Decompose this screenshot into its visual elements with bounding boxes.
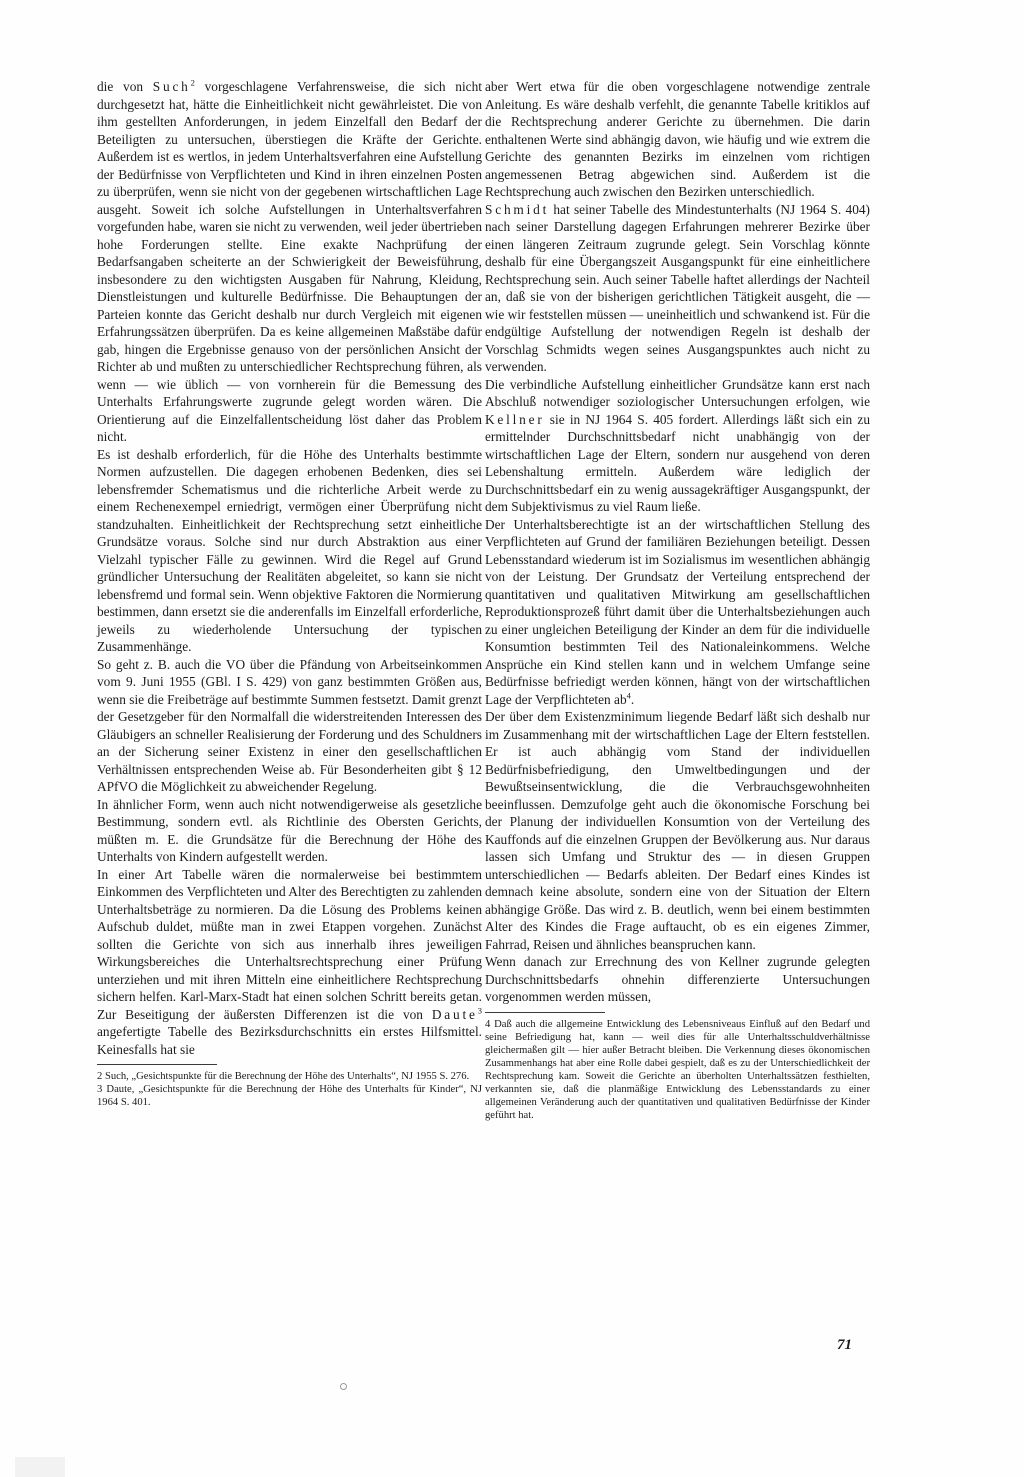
footnote-ref: 3 [477, 1005, 482, 1016]
scan-corner [15, 1457, 65, 1477]
paragraph: Es ist deshalb erforderlich, für die Höhe des Unterhalts bestimmte Normen aufzustellen. Die dagegen erhobenen Bedenken, dies sei lebensfremder Schematismus und die richterliche Arbeit werde zu einem Rechenexempel erniedrigt, vermögen einer Überprüfung nicht standzuhalten. Einheitlichkeit der Rechtsprechung setzt einheitliche Grundsätze voraus. Solche sind nur durch Abstraktion aus einer Vielzahl typischer Fälle zu gewinnen. Wird die Regel auf Grund gründlicher Untersuchung der Realitäten abgeleitet, so kann sie nicht lebensfremd und formal sein. Wenn objektive Faktoren die Normierung bestimmen, dann ersetzt sie die anderenfalls im Einzelfall erforderliche, jeweils zu wiederholende Untersuchung der typischen Zusammenhänge. [97, 446, 482, 654]
author-name: Such [152, 79, 191, 94]
right-column [485, 78, 870, 1122]
text-run: Die verbindliche Aufstellung einheitlicher Grundsätze kann erst nach Abschluß notwendiger soziologischer Untersuchungen erfolgen, wie [485, 376, 870, 409]
author-name: Schmidt [485, 201, 550, 217]
author-name: Kellner [485, 411, 545, 427]
paragraph [97, 78, 482, 446]
paragraph: Der über dem Existenzminimum liegende Bedarf läßt sich deshalb nur im Zusammenhang mit der wirtschaftlichen Lage der Eltern feststellen. Er ist auch abhängig vom Stand der individuellen Bedürfnisbefriedigung, den Umweltbedingungen und der Bewußtseinsentwicklung, die die Verbrauchsgewohnheiten beeinflussen. Demzufolge geht auch die ökonomische Forschung bei der Planung der individuellen Konsumtion von der Verteilung des Kauffonds auf die einzelnen Gruppen der Bevölkerung aus. Nur daraus lassen sich Umfang und Struktur des — in diesen Gruppen unterschiedlichen — Bedarfs ableiten. Der Bedarf eines Kindes ist demnach keine absolute, sondern eine von der Situation der Eltern abhängige Größe. Das wird z. B. deutlich, wenn bei einem bestimmten Alter des Kindes die Frage auftaucht, ob es ein eigenes Zimmer, Fahrrad, Reisen und ähnliches beanspruchen kann. [485, 709, 870, 952]
scan-speck [340, 1383, 347, 1390]
footnote: 3 Daute, „Gesichtspunkte für die Berechnung der Höhe des Unterhalts für Kinder“, NJ 1964 S. 401. [97, 1084, 482, 1108]
text-run: In einer Art Tabelle wären die normalerweise bei bestimmtem Einkommen des Verpflichteten und Alter des Berechtigten zu zahlenden Unterhaltsbeträge zu normieren. Da die Lösung des Problems keinen Aufschub duldet, müßte man in zwei Etappen vorgehen. Zunächst sollten die Gerichte von sich aus innerhalb ihres jeweiligen Wirkungsbereiches die Unterhaltsrechtsprechung einer Prüfung unterziehen und mit ihren Mitteln eine einheitlichere Rechtsprechung sichern helfen. Karl-Marx-Stadt hat einen solchen Schritt bereits getan. Zur Beseitigung der äußersten Differenzen ist die von [97, 866, 482, 1022]
text-run: sie in NJ 1964 S. 405 fordert. Allerdings läßt sich ein zu ermittelnder Durchschnittsbedarf nicht unabhängig von der wirtschaftlichen Lage der Eltern, sondern nur ausgehend von deren Lebenshaltung ermitteln. Außerdem wäre lediglich der Durchschnittsbedarf ein zu wenig aussagekräftiger Ausgangspunkt, der dem Subjektivismus zu viel Raum ließe. [485, 411, 870, 514]
paragraph: In ähnlicher Form, wenn auch nicht notwendigerweise als gesetzliche Bestimmung, sondern evtl. als Richtlinie des Obersten Gerichts, müßten m. E. die Grundsätze für die Berechnung der Höhe des Unterhalts von Kindern aufgestellt werden. [97, 796, 482, 864]
text-run: Der Unterhaltsberechtigte ist an der wirtschaftlichen Stellung des Verpflichteten auf Grund der familiären Beziehungen beteiligt. Dessen Lebensstandard wiederum ist im Sozialismus im wesentlichen abhängig von der Leistung. Der Grundsatz der Verteilung entsprechend der quantitativen und qualitativen Mitwirkung am gesellschaftlichen Reproduktionsprozeß führt damit über die Unterhaltsbeziehungen auch zu einer ungleichen Beteiligung der Kinder an dem für die individuelle Konsumtion bestimmten Teil des Nationaleinkommens. Welche Ansprüche ein Kind stellen kann und in welchem Umfange seine Bedürfnisse befriedigt werden können, hängt von der wirtschaftlichen Lage der Verpflichteten ab [485, 516, 870, 707]
paragraph: So geht z. B. auch die VO über die Pfändung von Arbeitseinkommen vom 9. Juni 1955 (GBl. I S. 429) von ganz bestimmten Größen aus, wenn sie die Freibeträge auf bestimmte Summen festsetzt. Damit grenzt der Gesetzgeber für den Normalfall die widerstreitenden Interessen des Gläubigers an schneller Realisierung der Forderung und des Schuldners an der Sicherung seiner Existenz in einer den gesellschaftlichen Verhältnissen entsprechenden Weise ab. Für Besonderheiten gibt § 12 APfVO die Möglichkeit zu abweichender Regelung. [97, 656, 482, 794]
footnote: 4 Daß auch die allgemeine Entwicklung des Lebensniveaus Einfluß auf den Bedarf und seine Befriedigung hat, kann — weil dies für alle Unterhaltsschuldverhältnisse gleichermaßen gilt — hier außer Betracht bleiben. Die Verkennung dieses ökonomischen Zusammenhangs hat aber eine Rolle dabei gespielt, daß es zu der Unterschiedlichkeit der Rechtsprechung kam. Soweit die Gerichte an überholten Unterhaltssätzen festhielten, verkannten sie, daß die planmäßige Entwicklung des Lebensstandards zu einer allgemeinen Veränderung auch der quantitativen und qualitativen Bedürfnisse der Kinder geführt hat. [485, 1018, 870, 1121]
author-name: Daute [431, 1006, 478, 1022]
footnote-divider [485, 1012, 605, 1013]
page-number: 71 [837, 1337, 852, 1353]
text-run: hat seiner Tabelle des Mindestunterhalts (NJ 1964 S. 404) nach seiner Darstellung dagegen Erfahrungen mehrerer Bezirke über einen längeren Zeitraum zugrunde gelegt. Sein Vorschlag könnte deshalb für eine Übergangszeit Ausgangspunkt für eine einheitlichere Rechtsprechung sein. Auch seiner Tabelle haftet allerdings der Nachteil an, daß sie von der bisherigen gerichtlichen Tätigkeit ausgeht, die — wie wir feststellen müssen — uneinheitlich und schwankend ist. Für die endgültige Aufstellung der notwendigen Regeln ist deshalb der Vorschlag Schmidts wegen seines Ausgangspunktes auch nicht zu verwenden. [485, 201, 870, 374]
paragraph: Wenn danach zur Errechnung des von Kellner zugrunde gelegten Durchschnittsbedarfs ohnehin differenzierte Untersuchungen vorgenommen werden müssen, [485, 954, 870, 1004]
footnote-ref: 4 [626, 690, 631, 701]
text-run: . [630, 691, 635, 707]
paragraph [485, 516, 870, 709]
paragraph [97, 866, 482, 1059]
paragraph [485, 376, 870, 516]
text-run: angefertigte Tabelle des Bezirksdurchschnitts ein erstes Hilfsmittel. Keinesfalls hat sie [97, 1024, 482, 1057]
footnote-divider [97, 1064, 217, 1065]
footnote: 2 Such, „Gesichtspunkte für die Berechnung der Höhe des Unterhalts“, NJ 1955 S. 276. [97, 1071, 470, 1082]
text-run: vorgeschlagene Verfahrensweise, die sich nicht durchgesetzt hat, hätte die Einheitlichkeit nicht gewährleistet. Die von ihm gestellten Anforderungen, in jedem Einzelfall den Bedarf der Beteiligten zu untersuchen, überstiegen die Kräfte der Gerichte. Außerdem ist es wertlos, in jedem Unterhaltsverfahren eine Aufstellung der Bedürfnisse von Verpflichteten und Kind in ihren einzelnen Posten zu überprüfen, wenn sie nicht von der gegebenen wirtschaftlichen Lage ausgeht. Soweit ich solche Aufstellungen in Unterhaltsverfahren vorgefunden habe, waren sie nicht zu verwenden, weil jeder übertrieben hohe Forderungen stellte. Eine exakte Nachprüfung der Bedarfsangaben scheiterte an der Schwierigkeit der Beweisführung, insbesondere zu den wichtigsten Ausgaben für Nahrung, Kleidung, Dienstleistungen und kulturelle Bedürfnisse. Die Behauptungen der Parteien konnte das Gericht deshalb nur durch Vergleich mit eigenen Erfahrungssätzen überprüfen. Da es keine allgemeinen Maßstäbe dafür gab, hingen die Ergebnisse genauso von der persönlichen Ansicht der Richter ab und mußten zu unterschiedlicher Rechtsprechung führen, als wenn — wie üblich — von vornherein für die Bemessung des Unterhalts Erfahrungswerte zugrunde gelegt worden wären. Die Orientierung auf die Einzelfallentscheidung löst daher das Problem nicht. [97, 79, 482, 444]
paragraph [485, 201, 870, 376]
footnote-ref: 2 [190, 77, 195, 88]
paragraph: aber Wert etwa für die oben vorgeschlagene notwendige zentrale Anleitung. Es wäre deshalb verfehlt, die genannte Tabelle kritiklos auf die Rechtsprechung anderer Gerichte zu übernehmen. Die darin enthaltenen Werte sind abhängig davon, wie häufig und wie extrem die Gerichte des genannten Bezirks im einzelnen vom richtigen angemessenen Betrag abgewichen sind. Außerdem ist die Rechtsprechung auch zwischen den Bezirken unterschiedlich. [485, 79, 870, 199]
left-column [97, 78, 482, 1109]
text-run: die von [97, 79, 153, 94]
